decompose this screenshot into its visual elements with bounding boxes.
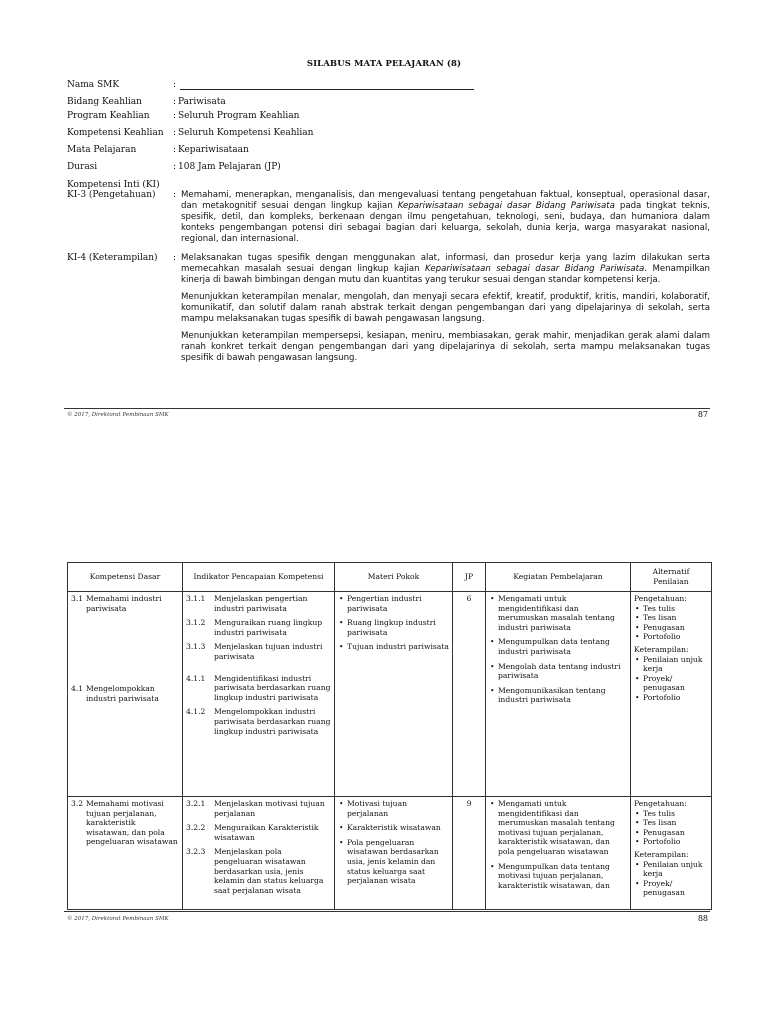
cell-kompetensi-dasar [68,592,183,797]
list-item: • Tes lisan [643,613,708,623]
cell-indikator [183,797,335,910]
field-label: Kompetensi Keahlian [67,128,164,138]
table-row [68,592,712,797]
list-item: • Mengomunikasikan tentang industri pariwisata [498,686,627,705]
list-item: • Penilaian unjuk kerja [643,655,708,674]
field-value: 108 Jam Pelajaran (JP) [178,162,281,172]
list-item: • Karakteristik wisatawan [347,823,449,833]
page-88 [0,430,768,1024]
field-label: Mata Pelajaran [67,145,137,155]
field-value: Seluruh Kompetensi Keahlian [178,128,314,138]
header-penilaian: Alternatif Penilaian [631,563,712,592]
cell-kegiatan [486,797,631,910]
field-label: Program Keahlian [67,111,150,121]
indikator-item: 3.2.3 Menjelaskan pola pengeluaran wisatawan berdasarkan usia, jenis kelamin dan status keluarga saat perjalanan wisata [186,847,324,895]
list-item: • Mengumpulkan data tentang industri pariwisata [498,637,627,656]
list-item: • Motivasi tujuan perjalanan [347,799,449,818]
ki4-text: Melaksanakan tugas spesifik dengan menggunakan alat, informasi, dan prosedur kerja yang lazim dilakukan serta memecahkan masalah sesuai dengan lingkup kajian Kepariwisataan sebagai dasar Bidang Pariwisata. Menampilkan kinerja di bawah bimbingan dengan mutu dan kuantitas yang terukur sesuai dengan standar kompetensi kerja. Menunjukkan keterampilan menalar, mengolah, dan menyaji secara efektif, kreatif, produktif, kritis, mandiri, kolaboratif, komunikatif, dan solutif dalam ranah abstrak terkait dengan pengembangan dari yang dipelajarinya di sekolah, serta mampu melaksanakan tugas spesifik di bawah pengawasan langsung. Menunjukkan keterampilan mempersepsi, kesiapan, meniru, membiasakan, gerak mahir, menjadikan gerak alami dalam ranah konkret terkait dengan pengembangan dari yang dipelajarinya di sekolah, serta mampu melaksanakan tugas spesifik di bawah pengawasan langsung. [181,253,710,363]
cell-kompetensi-dasar [68,797,183,910]
list-item: • Ruang lingkup industri pariwisata [347,618,449,637]
table-header [68,563,712,592]
cell-penilaian: Pengetahuan: • Tes tulis • Tes lisan • Penugasan • Portofolio Keterampilan: • Penilaian unjuk kerja • Proyek/ penugasan [631,797,712,910]
field-label: Durasi [67,162,98,172]
list-item: • Mengumpulkan data tentang motivasi tujuan perjalanan, karakteristik wisatawan, dan [498,862,627,891]
silabus-table [67,562,712,910]
field-value: Seluruh Program Keahlian [178,111,300,121]
page-87: SILABUS MATA PELAJARAN (8) Nama SMK : Bidang Keahlian : Pariwisata Program Keahlian : Seluruh Program Keahlian Kompetensi Keahlian : Seluruh Kompetensi Keahlian Mata Pelajaran : Kepariwisataan Durasi : 108 Jam Pelajaran (JP) Kompetensi Inti (KI) KI-3 (Pengetahuan) : Memahami, menerapkan, menganalisis, dan mengevaluasi tentang pengetahuan faktual, konseptual, operasional dasar, dan metakognitif sesuai dengan lingkup kajian Kepariwisataan sebagai dasar Bidang Pariwisata pada tingkat teknis, spesifik, detil, dan kompleks, berkenaan dengan ilmu pengetahuan, teknologi, seni, budaya, dan humaniora dalam konteks pengembangan potensi diri sebagai bagian dari keluarga, sekolah, dunia kerja, warga masyarakat nasional, regional, dan internasional. KI-4 (Keterampilan) : Melaksanakan tugas spesifik dengan menggunakan alat, informasi, dan prosedur kerja yang lazim dilakukan serta memecahkan masalah sesuai dengan lingkup kajian Kepariwisataan sebagai dasar Bidang Pariwisata. Menampilkan kinerja di bawah bimbingan dengan mutu dan kuantitas yang terukur sesuai dengan standar kompetensi kerja. Menunjukkan keterampilan menalar, mengolah, dan menyaji secara efektif, kreatif, produktif, kritis, mandiri, kolaboratif, komunikatif, dan solutif dalam ranah abstrak terkait dengan pengembangan dari yang dipelajarinya di sekolah, serta mampu melaksanakan tugas spesifik di bawah pengawasan langsung. Menunjukkan keterampilan mempersepsi, kesiapan, meniru, membiasakan, gerak mahir, menjadikan gerak alami dalam ranah konkret terkait dengan pengembangan dari yang dipelajarinya di sekolah, serta mampu melaksanakan tugas spesifik di bawah pengawasan langsung. © 2017, Direktorat Pembinaan SMK 87 [0,0,768,430]
list-item: • Mengamati untuk mengidentifikasi dan merumuskan masalah tentang motivasi tujuan perjalanan, karakteristik wisatawan, dan pola pengeluaran wisatawan [498,799,627,857]
cell-jp: 6 [453,592,486,797]
list-item: • Tes tulis [643,604,708,614]
cell-jp: 9 [453,797,486,910]
indikator-item: 4.1.2 Mengelompokkan industri pariwisata berdasarkan ruang lingkup industri pariwisata [186,707,331,736]
field-value: Kepariwisataan [178,145,249,155]
list-item: • Penilaian unjuk kerja [643,860,708,879]
list-item: • Mengolah data tentang industri pariwisata [498,662,627,681]
header-materi-pokok: Materi Pokok [335,563,453,592]
cell-materi [335,592,453,797]
ki3-text: Memahami, menerapkan, menganalisis, dan mengevaluasi tentang pengetahuan faktual, konseptual, operasional dasar, dan metakognitif sesuai dengan lingkup kajian Kepariwisataan sebagai dasar Bidang Pariwisata pada tingkat teknis, spesifik, detil, dan kompleks, berkenaan dengan ilmu pengetahuan, teknologi, seni, budaya, dan humaniora dalam konteks pengembangan potensi diri sebagai bagian dari keluarga, sekolah, dunia kerja, warga masyarakat nasional, regional, dan internasional. [181,190,711,244]
header-kegiatan: Kegiatan Pembelajaran [486,563,631,592]
ki3-label: KI-3 (Pengetahuan) [67,190,156,200]
cell-materi [335,797,453,910]
page-number: 88 [697,914,708,923]
list-item: • Mengamati untuk mengidentifikasi dan merumuskan masalah tentang industri pariwisata [498,594,627,632]
ki4-label: KI-4 (Keterampilan) [67,253,158,263]
footer-copyright: © 2017, Direktorat Pembinaan SMK [67,412,169,418]
footer-copyright: © 2017, Direktorat Pembinaan SMK [67,916,169,922]
list-item: • Portofolio [643,632,708,642]
kd-item: 4.1 Mengelompokkan industri pariwisata [71,684,159,703]
list-item: • Proyek/ penugasan [643,674,708,693]
page-number: 87 [697,410,708,419]
field-label: Bidang Keahlian [67,97,142,107]
cell-penilaian: Pengetahuan: • Tes tulis • Tes lisan • Penugasan • Portofolio Keterampilan: • Penilaian unjuk kerja • Proyek/ penugasan • Portofolio [631,592,712,797]
kd-item: 3.2 Memahami motivasi tujuan perjalanan, karakteristik wisatawan, dan pola pengeluaran wisatawan [71,799,178,847]
list-item: • Proyek/ penugasan [643,879,708,898]
field-label: Nama SMK [67,80,120,90]
indikator-item: 3.1.1 Menjelaskan pengertian industri pariwisata [186,594,308,613]
footer-rule [64,911,710,912]
list-item: • Penugasan [643,623,708,633]
header-indikator: Indikator Pencapaian Kompetensi [183,563,335,592]
indikator-item: 4.1.1 Mengidentifikasi industri pariwisata berdasarkan ruang lingkup industri pariwisata [186,673,331,702]
field-value: Pariwisata [178,97,226,107]
header-kompetensi-dasar: Kompetensi Dasar [68,563,183,592]
footer-rule [64,408,710,409]
cell-indikator [183,592,335,797]
list-item: • Tes tulis [643,809,708,819]
header-jp: JP [453,563,486,592]
list-item: • Penugasan [643,828,708,838]
kd-item: 3.1 Memahami industri pariwisata [71,594,162,613]
list-item: • Tes lisan [643,818,708,828]
list-item: • Tujuan industri pariwisata [347,642,449,652]
indikator-item: 3.2.1 Menjelaskan motivasi tujuan perjalanan [186,799,325,818]
list-item: • Pengertian industri pariwisata [347,594,449,613]
list-item: • Portofolio [643,693,708,703]
page-title: SILABUS MATA PELAJARAN (8) [306,59,462,69]
indikator-item: 3.1.2 Menguraikan ruang lingkup industri pariwisata [186,618,323,637]
indikator-item: 3.2.2 Menguraikan Karakteristik wisatawan [186,823,319,842]
list-item: • Pola pengeluaran wisatawan berdasarkan usia, jenis kelamin dan status keluarga saat perjalanan wisata [347,838,449,886]
blank-line [180,89,474,90]
indikator-item: 3.1.3 Menjelaskan tujuan industri pariwisata [186,642,323,661]
cell-kegiatan [486,592,631,797]
table-row [68,797,712,910]
list-item: • Portofolio [643,837,708,847]
